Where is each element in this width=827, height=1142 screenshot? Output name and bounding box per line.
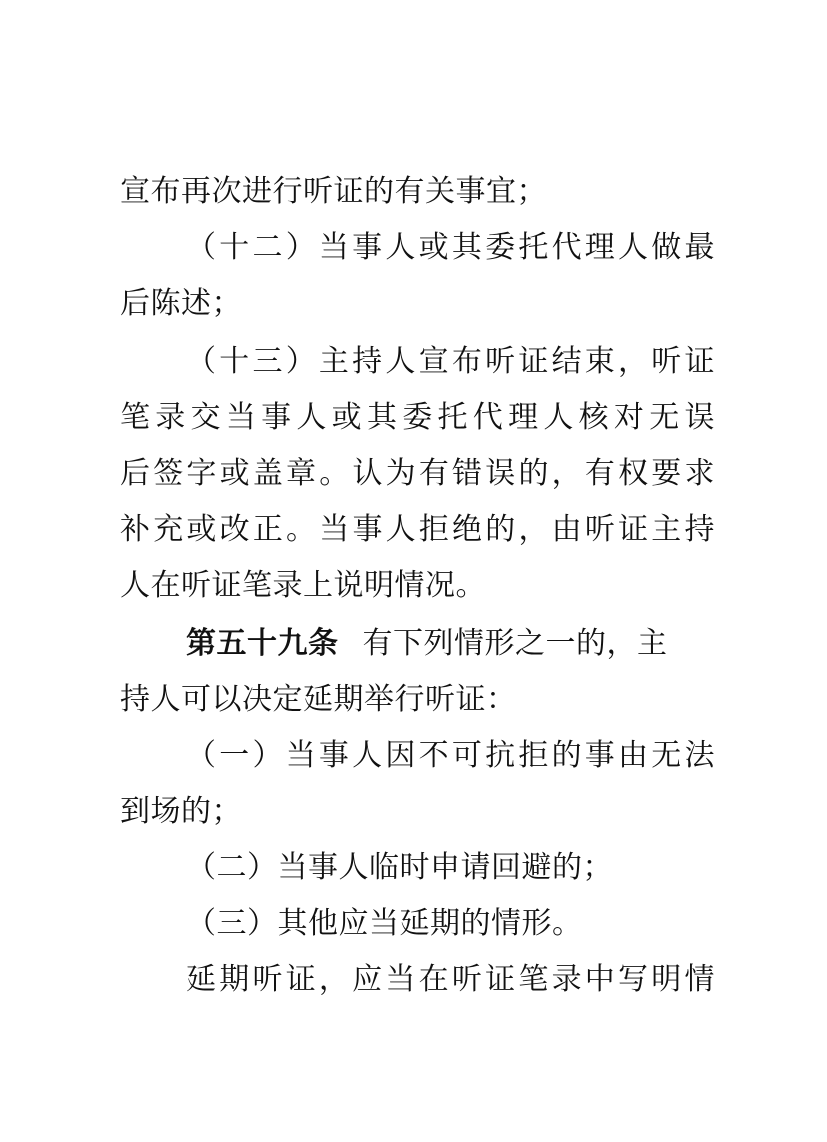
article-text: 有下列情形之一的，主 <box>362 626 668 661</box>
text-line: 人在听证笔录上说明情况。 <box>120 568 486 603</box>
text-line: （二）当事人临时申请回避的； <box>186 850 613 885</box>
text-line: （一）当事人因不可抗拒的事由无法 <box>186 738 715 773</box>
text-line: （三）其他应当延期的情形。 <box>186 906 583 941</box>
text-line: 到场的； <box>120 794 242 829</box>
text-line: 后陈述； <box>120 286 242 321</box>
text-line: 补充或改正。当事人拒绝的，由听证主持 <box>120 512 715 547</box>
text-line: 延期听证，应当在听证笔录中写明情 <box>186 962 715 997</box>
text-line: （十三）主持人宣布听证结束，听证 <box>186 344 715 379</box>
article-line <box>186 618 715 670</box>
article-heading: 第五十九条 <box>186 626 339 661</box>
text-line: 持人可以决定延期举行听证： <box>120 682 517 717</box>
text-line: 笔录交当事人或其委托代理人核对无误 <box>120 400 715 435</box>
text-line: 后签字或盖章。认为有错误的，有权要求 <box>120 456 715 491</box>
text-line: 宣布再次进行听证的有关事宜； <box>120 174 547 209</box>
text-line: （十二）当事人或其委托代理人做最 <box>186 230 715 265</box>
